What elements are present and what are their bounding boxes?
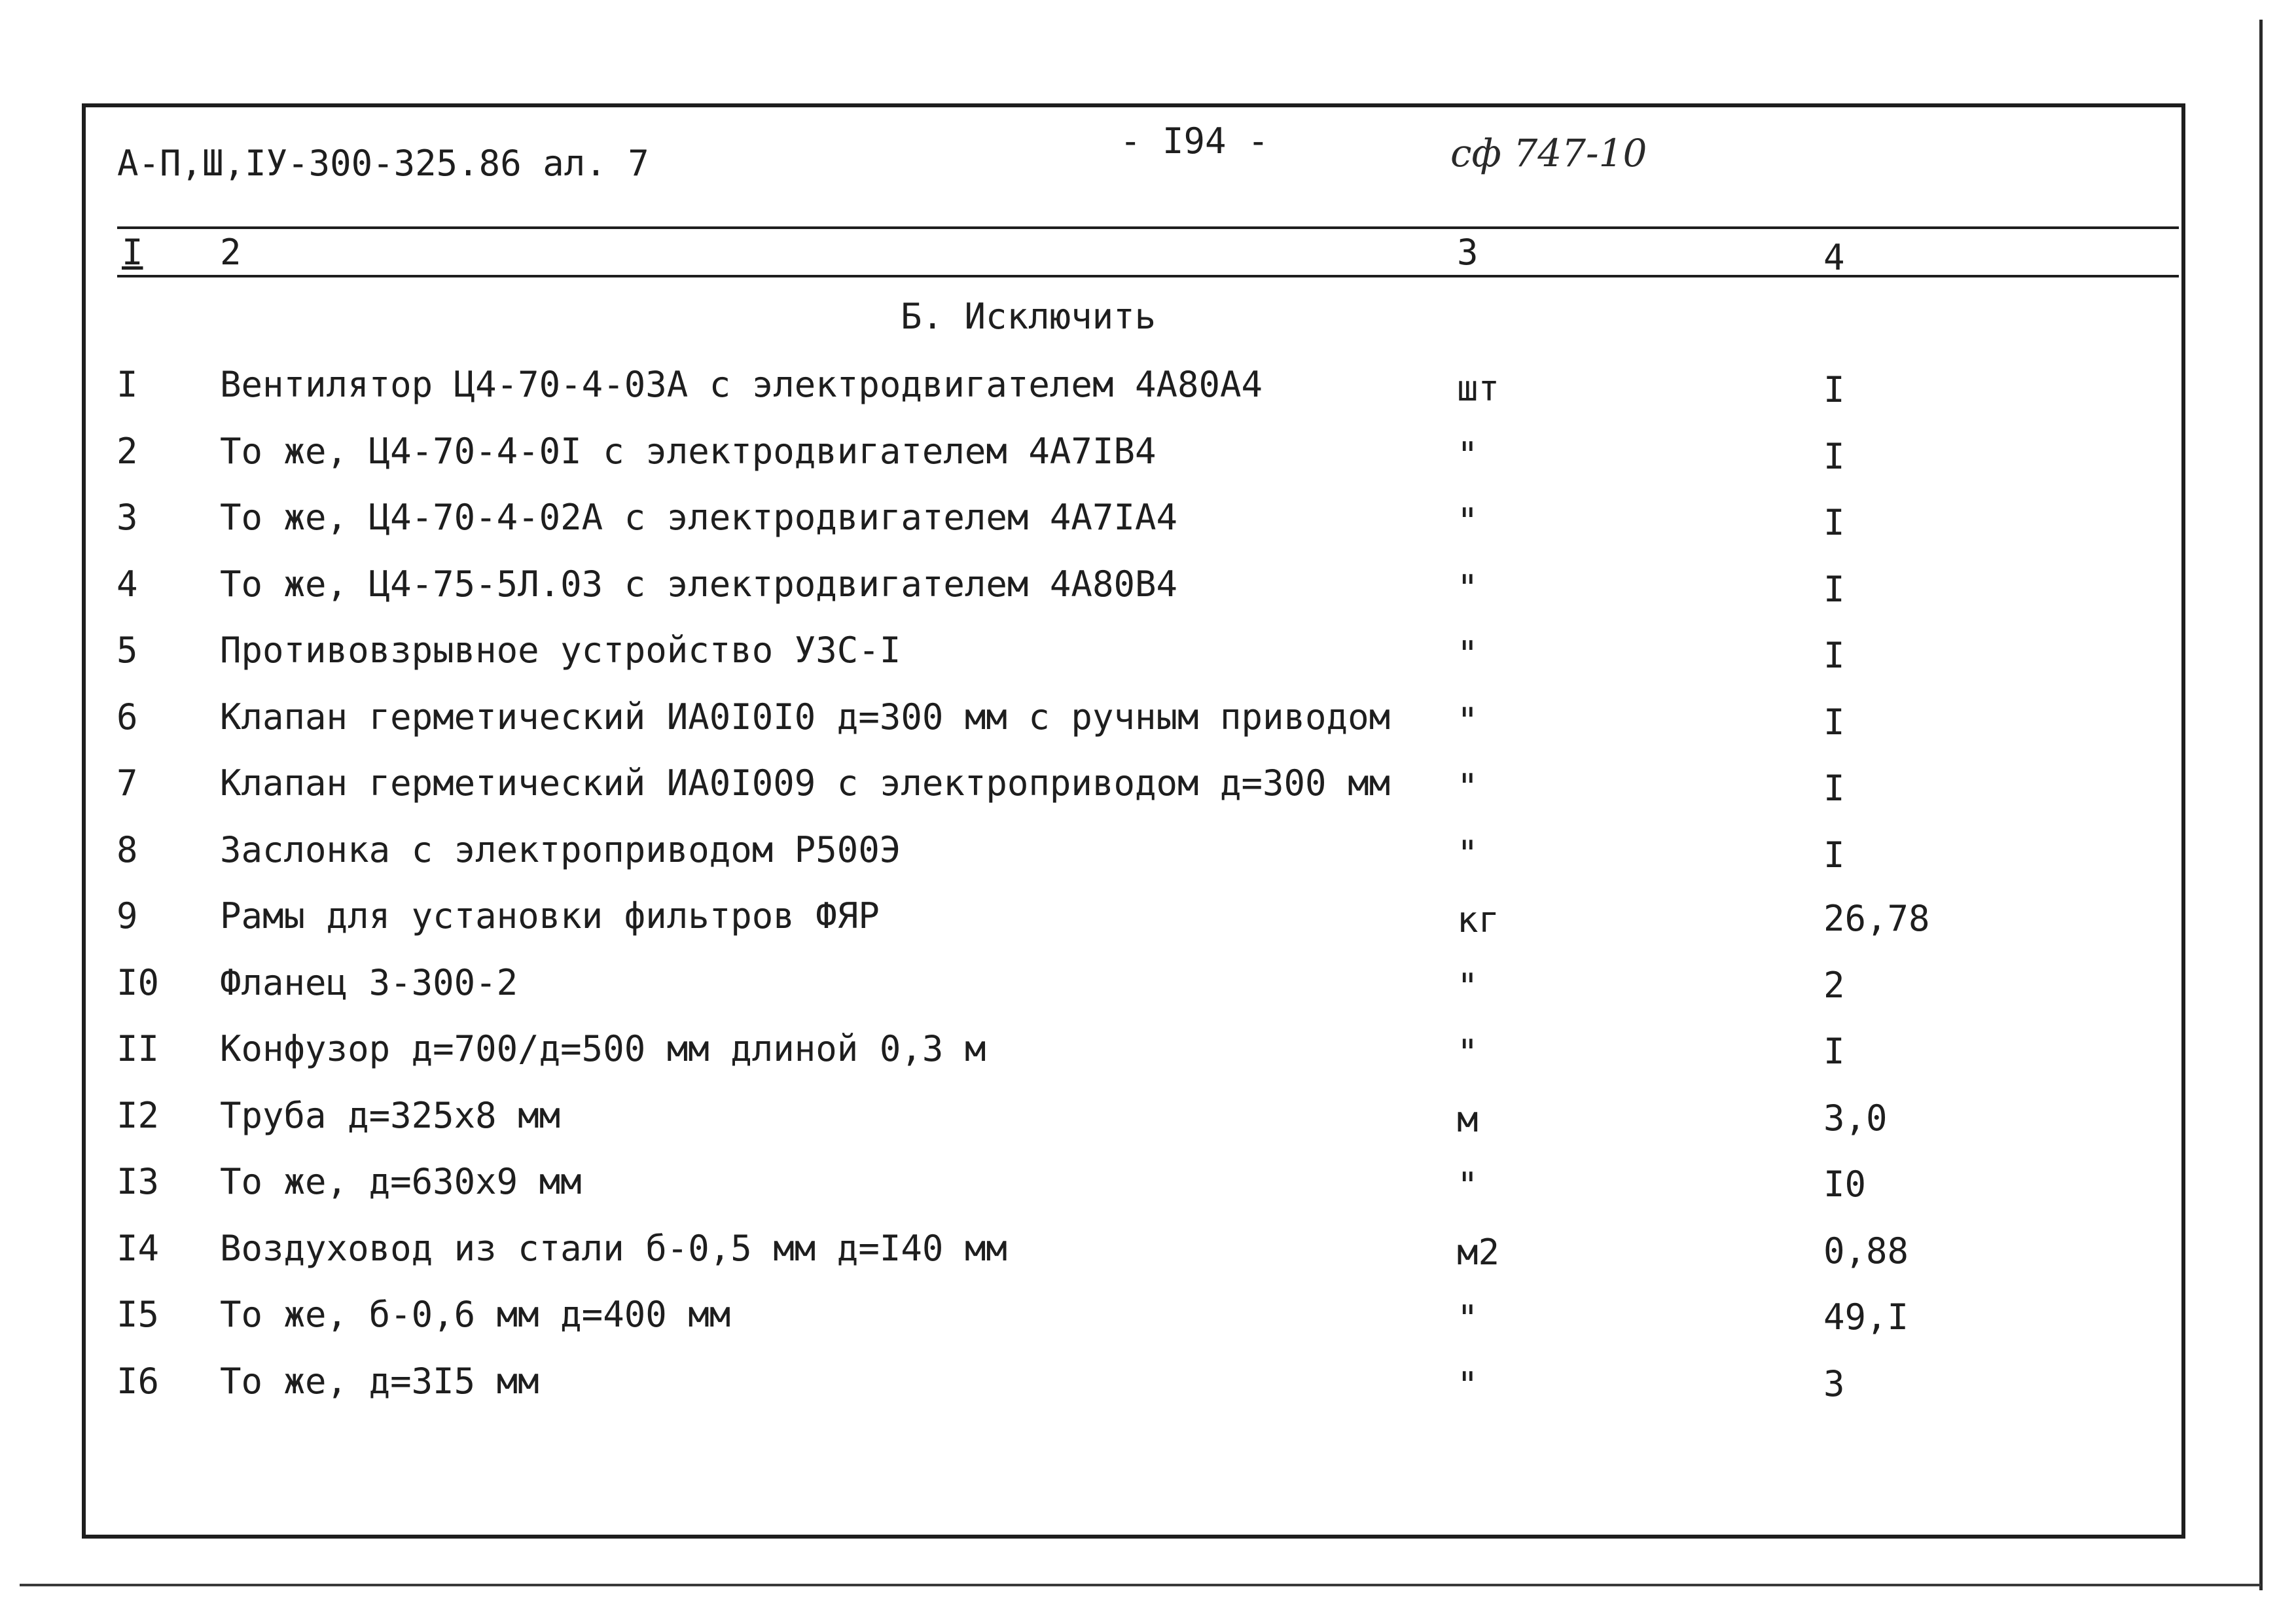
item-quantity: I (1823, 369, 1845, 410)
row-number: I6 (117, 1361, 160, 1402)
item-name: То же, Ц4-70-4-02А с электродвигателем 4А7IА4 (220, 497, 1177, 538)
item-name: Труба д=325х8 мм (220, 1095, 561, 1136)
row-number: 4 (117, 563, 138, 605)
handwritten-note: сф 747-10 (1450, 131, 1647, 175)
table-row (4, 829, 2108, 895)
table-row (4, 1095, 2108, 1160)
item-unit: " (1457, 966, 1479, 1007)
item-name: Вентилятор Ц4-70-4-03А с электродвигателем 4А80А4 (220, 364, 1263, 405)
table-row (4, 1028, 2108, 1094)
item-quantity: 3,0 (1823, 1097, 1888, 1139)
item-name: Заслонка с электроприводом Р500Э (220, 829, 901, 870)
item-quantity: 0,88 (1823, 1230, 1909, 1272)
row-number: 2 (117, 431, 138, 472)
table-row (4, 762, 2108, 828)
item-quantity: I0 (1823, 1164, 1867, 1205)
column-header-4: 4 (1823, 237, 1845, 278)
row-number: I (117, 364, 138, 405)
table-row (4, 1228, 2108, 1293)
row-number: I3 (117, 1161, 160, 1202)
table-row (4, 1161, 2108, 1226)
row-number: 7 (117, 762, 138, 804)
item-name: То же, Ц4-70-4-0I с электродвигателем 4А7IВ4 (220, 431, 1157, 472)
item-quantity: 49,I (1823, 1296, 1909, 1338)
document-code: А-П,Ш,IУ-300-325.86 ал. 7 (117, 143, 649, 184)
item-unit: м2 (1457, 1232, 1500, 1273)
row-number: 8 (117, 829, 138, 870)
item-unit: " (1457, 1165, 1479, 1206)
table-row (4, 696, 2108, 762)
row-number: I5 (117, 1294, 160, 1335)
item-quantity: I (1823, 1031, 1845, 1072)
item-quantity: I (1823, 635, 1845, 676)
table-row (4, 630, 2108, 695)
table-row (4, 431, 2108, 496)
column-header-2: 2 (220, 232, 242, 273)
item-unit: " (1457, 766, 1479, 808)
row-number: 9 (117, 895, 138, 936)
item-unit: " (1457, 501, 1479, 542)
item-name: То же, д=3I5 мм (220, 1361, 539, 1402)
item-quantity: I (1823, 834, 1845, 876)
item-unit: " (1457, 1364, 1479, 1406)
page-frame (82, 103, 2185, 1539)
item-unit: " (1457, 1032, 1479, 1073)
table-row (4, 895, 2108, 961)
section-title: Б. Исключить (901, 296, 1157, 337)
item-name: Рамы для установки фильтров ФЯР (220, 895, 880, 936)
item-unit: " (1457, 833, 1479, 874)
item-quantity: I (1823, 569, 1845, 610)
page-number: - I94 - (1120, 120, 1269, 162)
item-name: Конфузор д=700/д=500 мм длиной 0,3 м (220, 1028, 986, 1069)
item-name: Клапан герметический ИА0I0I0 д=300 мм с ручным приводом (220, 696, 1391, 738)
item-name: Клапан герметический ИА0I009 с электроприводом д=300 мм (220, 762, 1391, 804)
item-name: То же, д=630х9 мм (220, 1161, 582, 1202)
table-row (4, 364, 2108, 429)
item-unit: " (1457, 435, 1479, 476)
item-quantity: 26,78 (1823, 898, 1930, 939)
table-row (4, 1294, 2108, 1359)
row-number: 5 (117, 630, 138, 671)
item-quantity: I (1823, 768, 1845, 809)
item-unit: " (1457, 1298, 1479, 1339)
item-quantity: 3 (1823, 1363, 1845, 1404)
row-number: 3 (117, 497, 138, 538)
item-quantity: I (1823, 436, 1845, 477)
row-number: 6 (117, 696, 138, 738)
item-unit: " (1457, 567, 1479, 609)
table-row (4, 962, 2108, 1027)
row-number: I0 (117, 962, 160, 1003)
scan-bottom-edge (20, 1584, 2261, 1586)
item-unit: м (1457, 1099, 1479, 1140)
scan-right-edge (2259, 20, 2263, 1590)
row-number: I4 (117, 1228, 160, 1269)
column-header-1: I (122, 232, 143, 273)
items-table (4, 107, 2108, 1535)
item-name: Фланец 3-300-2 (220, 962, 518, 1003)
item-name: Противовзрывное устройство УЗС-I (220, 630, 901, 671)
table-row (4, 497, 2108, 562)
table-row (4, 563, 2108, 629)
row-number: II (117, 1028, 160, 1069)
item-name: То же, Ц4-75-5Л.03 с электродвигателем 4А80В4 (220, 563, 1177, 605)
item-unit: " (1457, 700, 1479, 741)
item-name: Воздуховод из стали б-0,5 мм д=I40 мм (220, 1228, 1007, 1269)
row-number: I2 (117, 1095, 160, 1136)
item-unit: кг (1457, 899, 1500, 940)
item-quantity: 2 (1823, 965, 1845, 1006)
column-header-3: 3 (1457, 232, 1479, 273)
item-unit: шт (1457, 368, 1500, 409)
table-row (4, 1361, 2108, 1426)
item-quantity: I (1823, 702, 1845, 743)
item-quantity: I (1823, 502, 1845, 543)
item-name: То же, б-0,6 мм д=400 мм (220, 1294, 731, 1335)
item-unit: " (1457, 633, 1479, 675)
